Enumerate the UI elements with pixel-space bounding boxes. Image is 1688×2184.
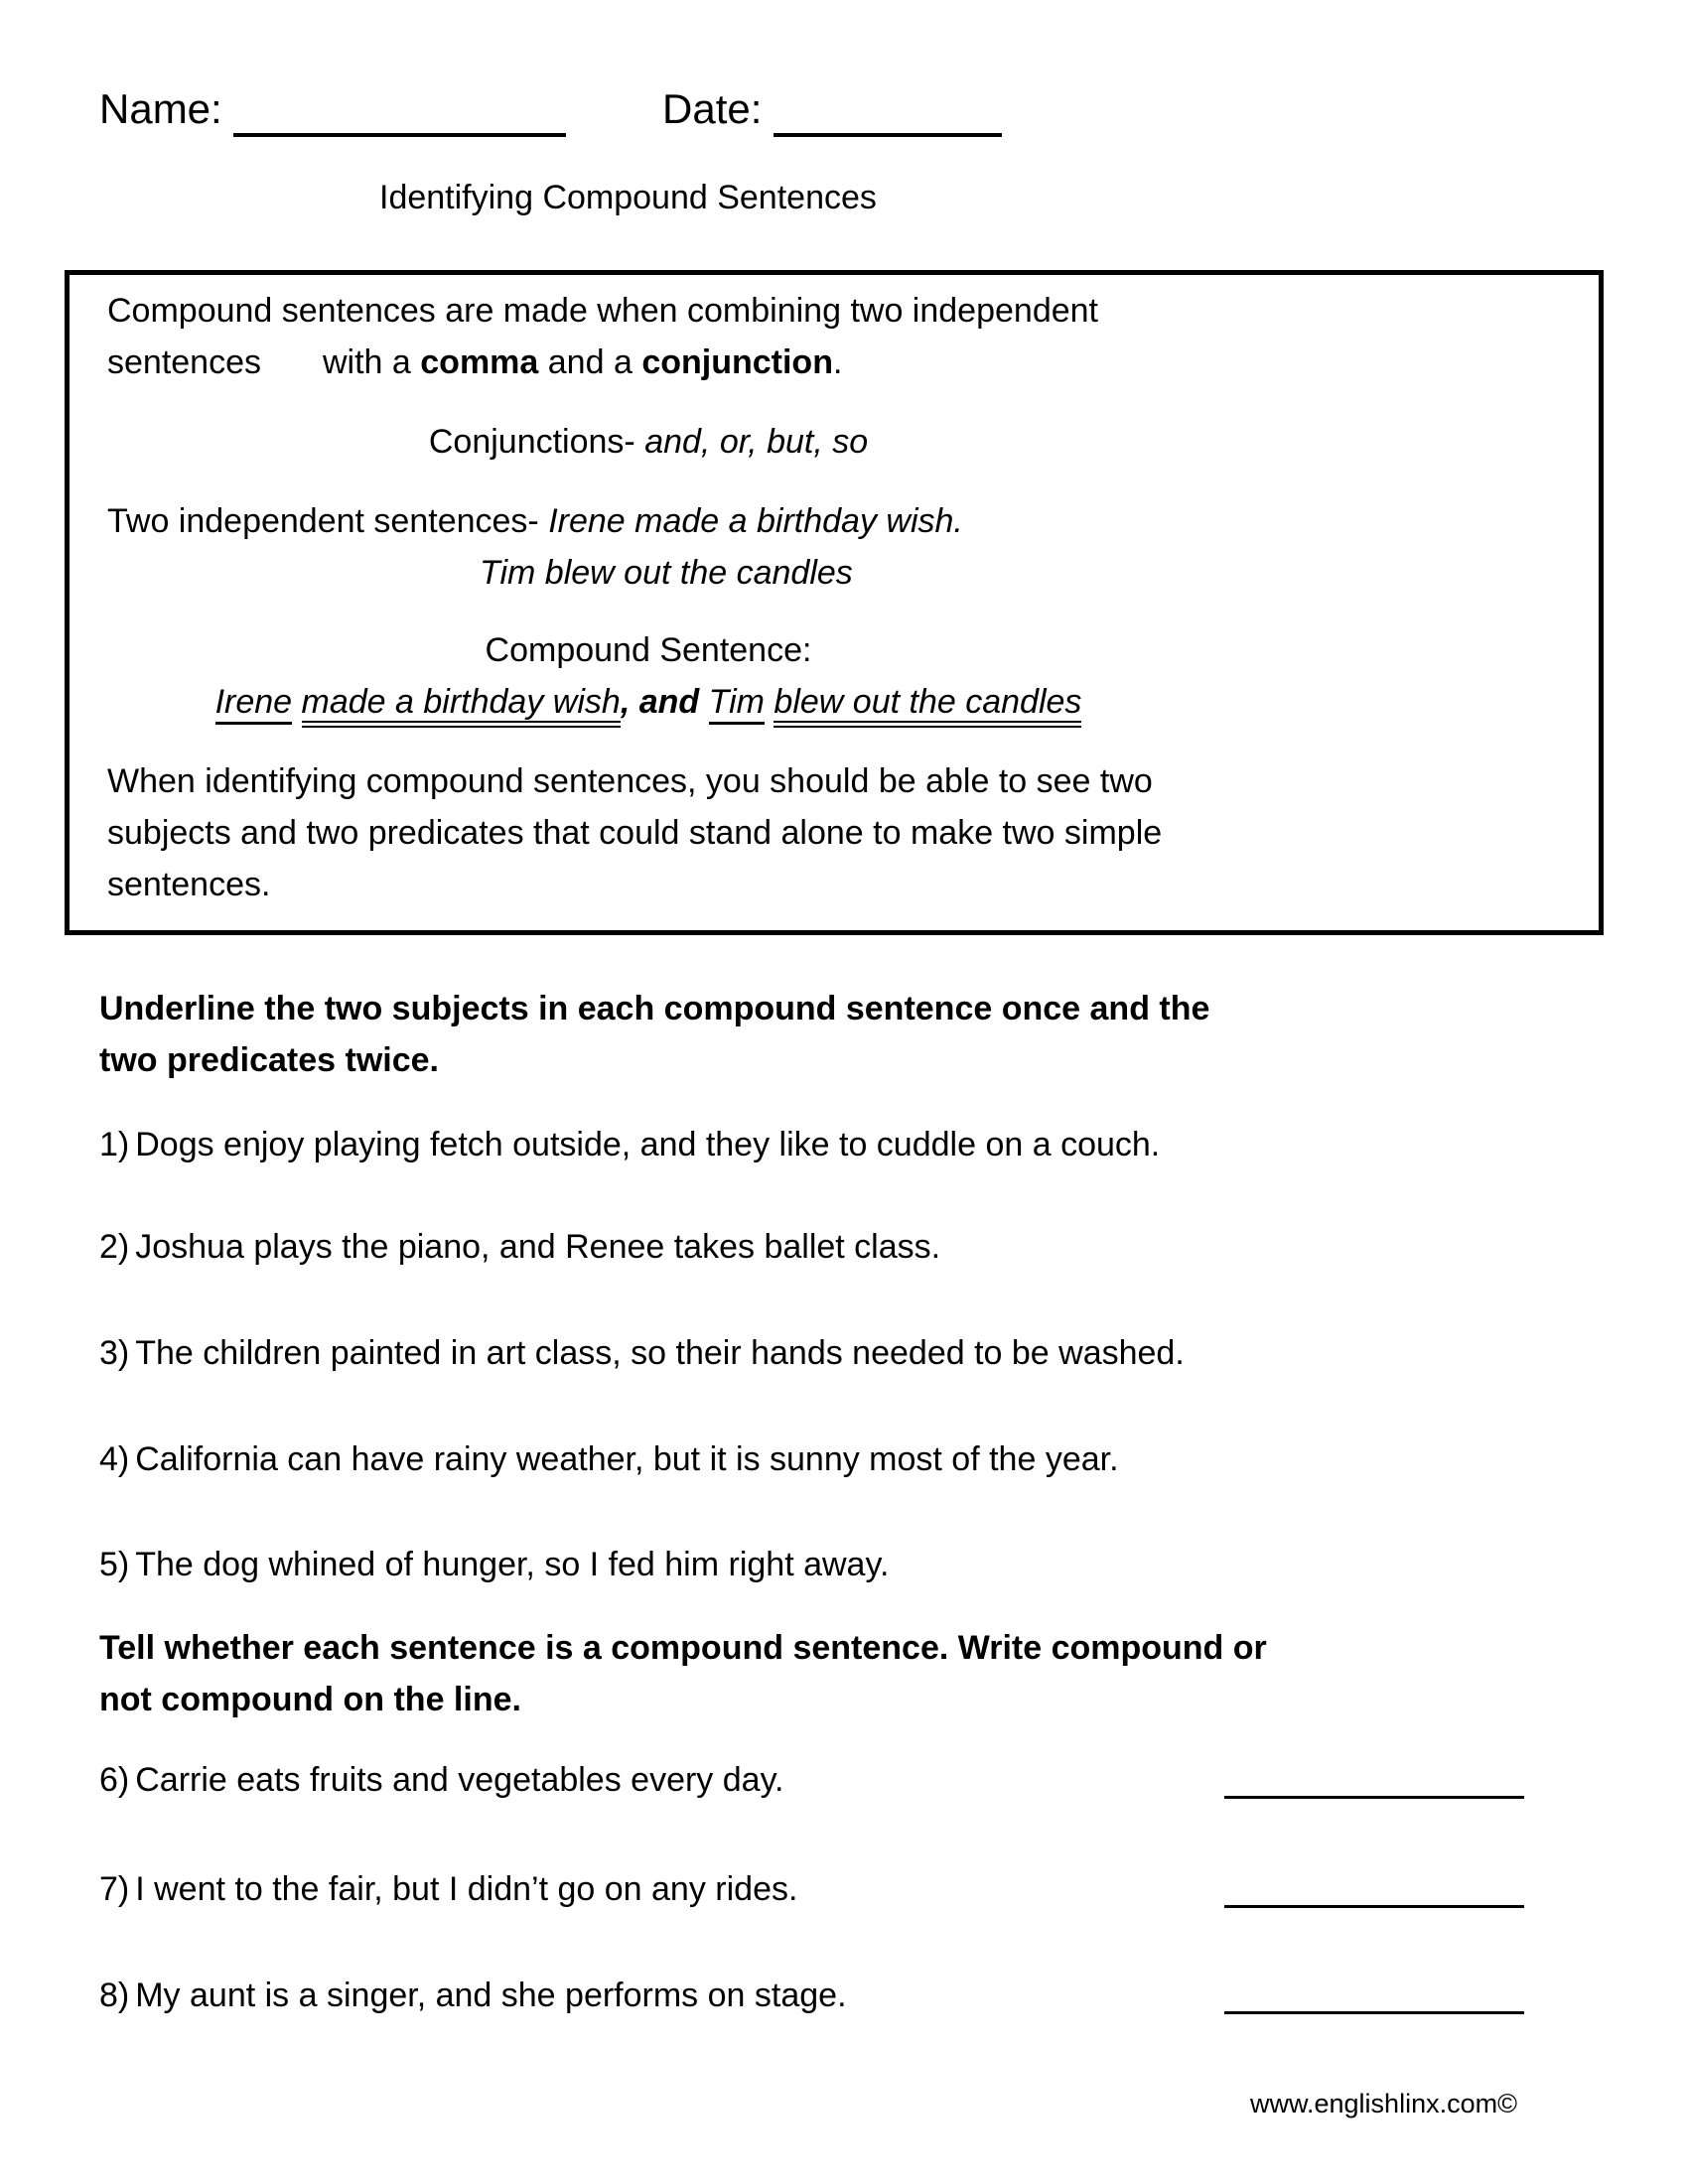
- website-credit: www.englishlinx.com©: [1250, 2089, 1517, 2118]
- page-title: Identifying Compound Sentences: [379, 179, 877, 216]
- predicate-2: blew out the candles: [774, 683, 1081, 728]
- item-text: My aunt is a singer, and she performs on stage.: [135, 1977, 847, 2014]
- intro-paragraph: [107, 285, 1190, 388]
- underline-instruction: Underline the two subjects in each compound sentence once and the two predicates twice.: [99, 990, 1210, 1079]
- example-sentence-2: Tim blew out the candles: [480, 554, 853, 592]
- item-text: The dog whined of hunger, so I fed him right away.: [135, 1546, 890, 1583]
- header: [99, 81, 1002, 137]
- sentence-item-5: [99, 1539, 889, 1590]
- two-independent-line-1: Two independent sentences- Irene made a birthday wish.: [107, 502, 963, 540]
- predicate-1: made a birthday wish: [302, 683, 621, 728]
- date-blank[interactable]: [774, 87, 1002, 137]
- item-number: 1): [99, 1126, 130, 1163]
- sentence-item-7: [99, 1863, 1524, 1915]
- sentence-item-8: [99, 1970, 1524, 2021]
- answer-blank[interactable]: [1224, 1905, 1524, 1908]
- conjunctions-list: and, or, but, so: [644, 423, 869, 461]
- item-text: Dogs enjoy playing fetch outside, and they like to cuddle on a couch.: [135, 1126, 1161, 1163]
- item-text: California can have rainy weather, but it is sunny most of the year.: [135, 1440, 1119, 1478]
- item-number: 7): [99, 1870, 130, 1908]
- comma-keyword: comma: [420, 343, 539, 381]
- closing-paragraph: When identifying compound sentences, you should be able to see two subjects and two predicates that could stand alone to make two simple sentences.: [107, 762, 1163, 903]
- item-number: 5): [99, 1546, 130, 1583]
- subject-2: Tim: [709, 683, 765, 725]
- item-text: The children painted in art class, so their hands needed to be washed.: [135, 1334, 1185, 1372]
- item-number: 3): [99, 1334, 130, 1372]
- intro-line-2: sentences with a comma and a conjunction.: [107, 343, 843, 381]
- item-number: 6): [99, 1761, 130, 1799]
- compound-sentence-example: [107, 676, 1190, 728]
- sentence-item-1: [99, 1119, 1160, 1170]
- two-independent-example: [107, 495, 1190, 599]
- name-label: Name:: [99, 85, 222, 132]
- item-sentence: [99, 1754, 784, 1806]
- sentence-item-6: [99, 1754, 1524, 1806]
- conjunctions-line: Conjunctions- and, or, but, so: [428, 423, 869, 461]
- compound-sentence-label: Compound Sentence:: [485, 631, 812, 669]
- example-sentence-1: Irene made a birthday wish.: [548, 502, 963, 540]
- answer-blank[interactable]: [1224, 2011, 1524, 2014]
- definition-box: [65, 270, 1604, 935]
- conjunction-keyword: conjunction: [641, 343, 833, 381]
- item-number: 2): [99, 1228, 130, 1266]
- item-text: Joshua plays the piano, and Renee takes ballet class.: [135, 1228, 941, 1266]
- name-blank[interactable]: [233, 87, 566, 137]
- sentence-item-3: [99, 1327, 1185, 1379]
- identify-instruction: Tell whether each sentence is a compound sentence. Write compound or not compound on the line.: [99, 1629, 1267, 1718]
- item-number: 8): [99, 1977, 130, 2014]
- item-sentence: [99, 1863, 797, 1915]
- subject-1: Irene: [215, 683, 293, 725]
- sentence-item-4: [99, 1433, 1119, 1485]
- sentence-item-2: [99, 1221, 940, 1273]
- item-sentence: [99, 1970, 847, 2021]
- item-number: 4): [99, 1440, 130, 1478]
- conjunction-and: , and: [620, 683, 709, 721]
- intro-line-1: Compound sentences are made when combining two independent: [107, 292, 1098, 330]
- date-label: Date:: [662, 85, 763, 132]
- answer-blank[interactable]: [1224, 1796, 1524, 1799]
- item-text: I went to the fair, but I didn’t go on any rides.: [135, 1870, 798, 1908]
- item-text: Carrie eats fruits and vegetables every day.: [135, 1761, 784, 1799]
